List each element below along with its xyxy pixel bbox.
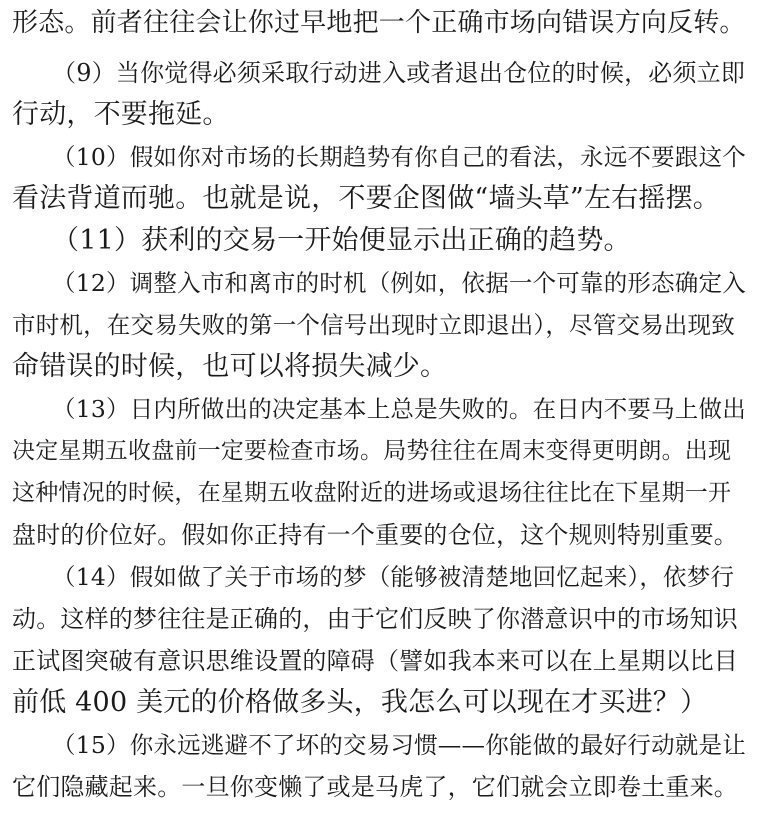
rule-12-line-1: （12）调整入市和离市的时机（例如，依据一个可靠的形态确定入 [52,269,746,297]
rule-15-line-1: （15）你永远逃避不了坏的交易习惯——你能做的最好行动就是让 [52,731,746,759]
rule-10-line-1: （10）假如你对市场的长期趋势有你自己的看法，永远不要跟这个 [52,143,746,171]
rule-14-line-3: 正试图突破有意识思维设置的障碍（譬如我本来可以在上星期以比目 [12,647,738,675]
rule-14-line-4: 前低 400 美元的价格做多头，我怎么可以现在才买进？） [12,687,708,718]
rule-11-line-1: （11）获利的交易一开始便显示出正确的趋势。 [52,225,631,256]
rule-12-line-2: 市时机，在交易失败的第一个信号出现时立即退出），尽管交易出现致 [12,311,735,339]
rule-13-line-4: 盘时的价位好。假如你正持有一个重要的仓位，这个规则特别重要。 [12,521,738,549]
rule-14-line-1: （14）假如做了关于市场的梦（能够被清楚地回忆起来），依梦行 [52,563,735,591]
rule-9-line-2: 行动，不要拖延。 [12,99,230,130]
rule-15-line-2: 它们隐藏起来。一旦你变懒了或是马虎了，它们就会立即卷土重来。 [12,773,738,801]
rule-12-line-3: 命错误的时候，也可以将损失减少。 [12,351,448,382]
rule-13-line-1: （13）日内所做出的决定基本上总是失败的。在日内不要马上做出 [52,395,746,423]
rule-14-line-2: 动。这样的梦往往是正确的，由于它们反映了你潜意识中的市场知识 [12,605,738,633]
text-line-1: 形态。前者往往会让你过早地把一个正确市场向错误方向反转。 [12,8,746,38]
rule-13-line-2: 决定星期五收盘前一定要检查市场。局势往往在周末变得更明朗。出现 [12,438,732,464]
rule-13-line-3: 这种情况的时候，在星期五收盘附近的进场或退场往往比在下星期一开 [12,480,732,506]
rule-10-line-2: 看法背道而驰。也就是说，不要企图做“墙头草”左右摇摆。 [12,183,721,214]
rule-9-line-1: （9）当你觉得必须采取行动进入或者退出仓位的时候，必须立即 [52,59,746,87]
